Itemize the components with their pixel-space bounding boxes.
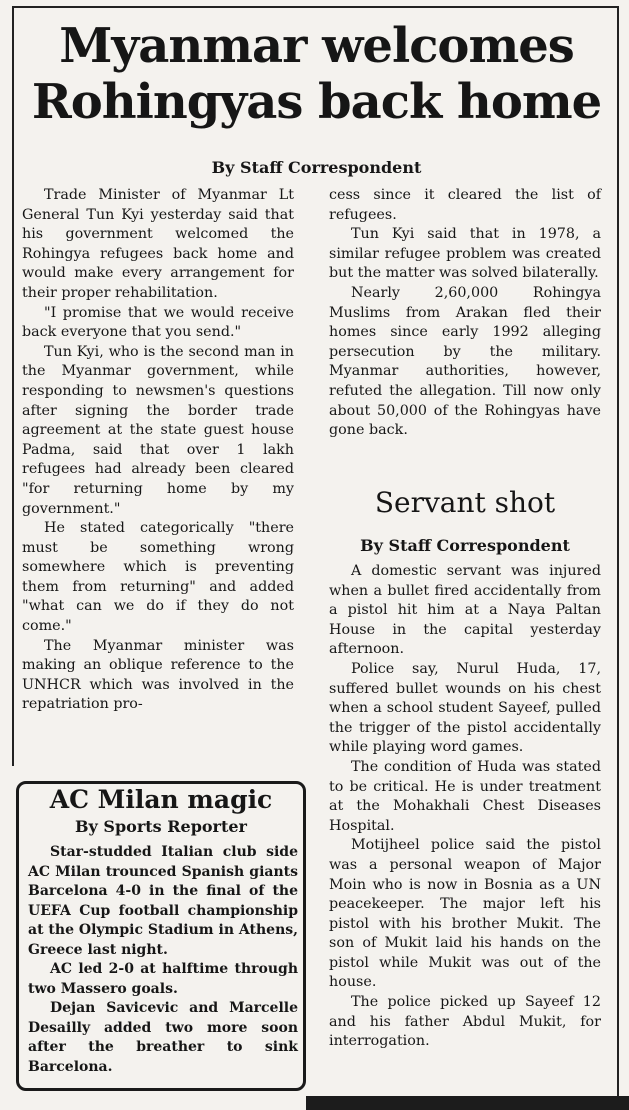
main-story-left-column: [22, 186, 294, 715]
paragraph: Motijheel police said the pistol was a personal weapon of Major Moin who is now in Bosnia as a UN peacekeeper. The major left his pistol with his brother Mukit. The son of Mukit laid his hands on the pistol while Mukit was out of the house.: [329, 837, 601, 991]
paragraph: cess since it cleared the list of refugees.: [329, 187, 601, 223]
paragraph: Star-studded Italian club side AC Milan trounced Spanish giants Barcelona 4-0 in the final of the UEFA Cup football championship at the Olympic Stadium in Athens, Greece last night.: [28, 844, 298, 958]
servant-headline: Servant shot: [374, 486, 556, 519]
main-byline: By Staff Correspondent: [211, 158, 422, 177]
paragraph: He stated categorically "there must be something wrong somewhere which is preventing them from returning" and added "what can we do if they do not come.": [22, 520, 294, 635]
servant-story-column: [329, 562, 601, 1052]
main-story-right-column: [329, 186, 601, 441]
main-headline: Myanmar welcomes Rohingyas back home: [31, 18, 602, 130]
paragraph: "I promise that we would receive back everyone that you send.": [22, 304, 294, 341]
paragraph: The Myanmar minister was making an oblique reference to the UNHCR which was involved in the repatriation pro-: [22, 637, 294, 713]
paragraph: Trade Minister of Myanmar Lt General Tun Kyi yesterday said that his government welcomed the Rohingya refugees back home and would make every arrangement for their proper rehabilitation.: [22, 187, 294, 301]
paragraph: Nearly 2,60,000 Rohingya Muslims from Arakan fled their homes since early 1992 alleging persecution by the military. Myanmar authorities, however, refuted the allegation. Till now only about 50,000 of the Rohingyas have gone back.: [329, 284, 601, 439]
sports-headline: AC Milan magic: [49, 785, 273, 814]
paragraph: Police say, Nurul Huda, 17, suffered bullet wounds on his chest when a school student Sayeef, pulled the trigger of the pistol accidentally while playing word games.: [329, 660, 601, 756]
paragraph: A domestic servant was injured when a bullet fired accidentally from a pistol hit him at a Naya Paltan House in the capital yesterday afternoon.: [329, 563, 601, 658]
top-border: [12, 6, 619, 8]
paragraph: The police picked up Sayeef 12 and his father Abdul Mukit, for interrogation.: [329, 994, 601, 1050]
servant-byline: By Staff Correspondent: [360, 536, 570, 555]
page-edge-bar: [306, 1096, 629, 1110]
paragraph: The condition of Huda was stated to be critical. He is under treatment at the Mohakhali Chest Diseases Hospital.: [329, 758, 601, 834]
sports-story-column: [28, 843, 298, 1077]
paragraph: Tun Kyi said that in 1978, a similar refugee problem was created but the matter was solved bilaterally.: [329, 226, 601, 282]
paragraph: Dejan Savicevic and Marcelle Desailly added two more soon after the breather to sink Barcelona.: [28, 1000, 298, 1075]
sports-byline: By Sports Reporter: [75, 817, 247, 836]
paragraph: Tun Kyi, who is the second man in the Myanmar government, while responding to newsmen's questions after signing the border trade agreement at the state guest house Padma, said that over 1 lakh refugees had already been cleared "for returning home by my government.": [22, 343, 294, 517]
paragraph: AC led 2-0 at halftime through two Massero goals.: [28, 961, 298, 997]
